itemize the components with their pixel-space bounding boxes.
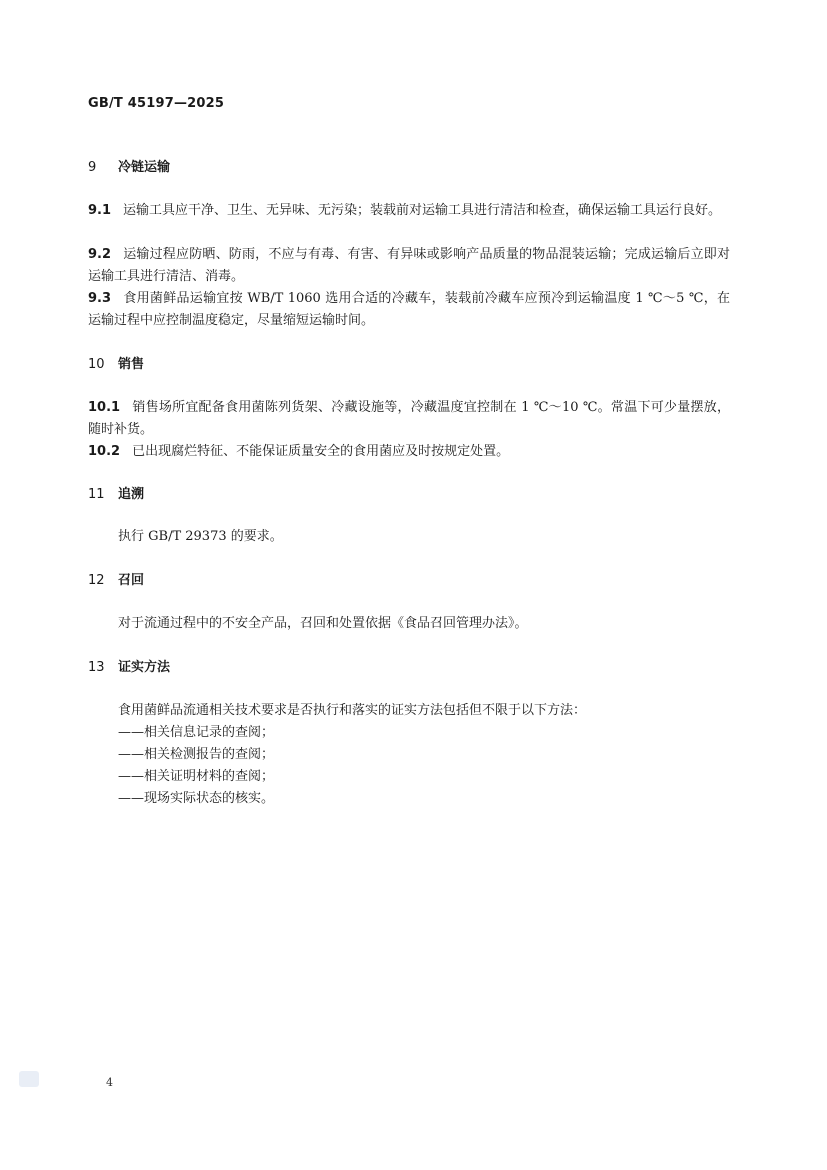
section-heading-11 — [88, 485, 144, 505]
clause-text: 运输工具应干净、卫生、无异味、无污染；装载前对运输工具进行清洁和检查，确保运输工具运行良好。 — [123, 203, 722, 218]
clause-number: 9.2 — [88, 247, 112, 262]
section-heading-13 — [88, 658, 170, 678]
section-heading-10 — [88, 355, 144, 375]
section-12-paragraph: 对于流通过程中的不安全产品，召回和处置依据《食品召回管理办法》。 — [118, 616, 528, 631]
section-13-paragraph: 食用菌鲜品流通相关技术要求是否执行和落实的证实方法包括但不限于以下方法： — [118, 703, 587, 718]
section-title: 证实方法 — [118, 660, 171, 675]
section-title: 追溯 — [118, 487, 145, 502]
clause-9-2 — [88, 244, 730, 288]
clause-text: 销售场所宜配备食用菌陈列货架、冷藏设施等，冷藏温度宜控制在 1 ℃～10 ℃。常温下可少量摆放，随时补货。 — [88, 400, 730, 437]
page-number: 4 — [106, 1076, 113, 1089]
clause-10-1 — [88, 397, 730, 441]
clause-number: 10.2 — [88, 444, 121, 459]
list-item: ——相关信息记录的查阅； — [118, 725, 275, 740]
list-item: ——现场实际状态的核实。 — [118, 791, 275, 806]
clause-text: 已出现腐烂特征、不能保证质量安全的食用菌应及时按规定处置。 — [132, 444, 510, 459]
section-title: 销售 — [118, 357, 145, 372]
watermark-logo — [19, 1071, 39, 1087]
clause-10-2 — [88, 441, 730, 463]
section-number: 13 — [88, 660, 105, 675]
clause-9-1 — [88, 200, 730, 222]
section-11-paragraph: 执行 GB/T 29373 的要求。 — [118, 529, 283, 544]
verification-methods-list — [118, 722, 730, 810]
section-heading-9 — [88, 158, 170, 178]
clause-number: 9.1 — [88, 203, 112, 218]
section-number: 10 — [88, 357, 105, 372]
section-heading-12 — [88, 571, 144, 591]
clause-text: 食用菌鲜品运输宜按 WB/T 1060 选用合适的冷藏车，装载前冷藏车应预冷到运输温度 1 ℃～5 ℃，在运输过程中应控制温度稳定，尽量缩短运输时间。 — [88, 291, 730, 328]
list-item: ——相关证明材料的查阅； — [118, 769, 275, 784]
clause-9-3 — [88, 288, 730, 332]
section-number: 11 — [88, 487, 105, 502]
section-title: 召回 — [118, 573, 145, 588]
section-title: 冷链运输 — [118, 160, 171, 175]
clause-number: 10.1 — [88, 400, 121, 415]
clause-number: 9.3 — [88, 291, 112, 306]
clause-text: 运输过程应防晒、防雨，不应与有毒、有害、有异味或影响产品质量的物品混装运输；完成运输后立即对运输工具进行清洁、消毒。 — [88, 247, 730, 284]
section-number: 9 — [88, 160, 97, 175]
list-item: ——相关检测报告的查阅； — [118, 747, 275, 762]
standard-number: GB/T 45197—2025 — [88, 96, 225, 111]
section-number: 12 — [88, 573, 105, 588]
